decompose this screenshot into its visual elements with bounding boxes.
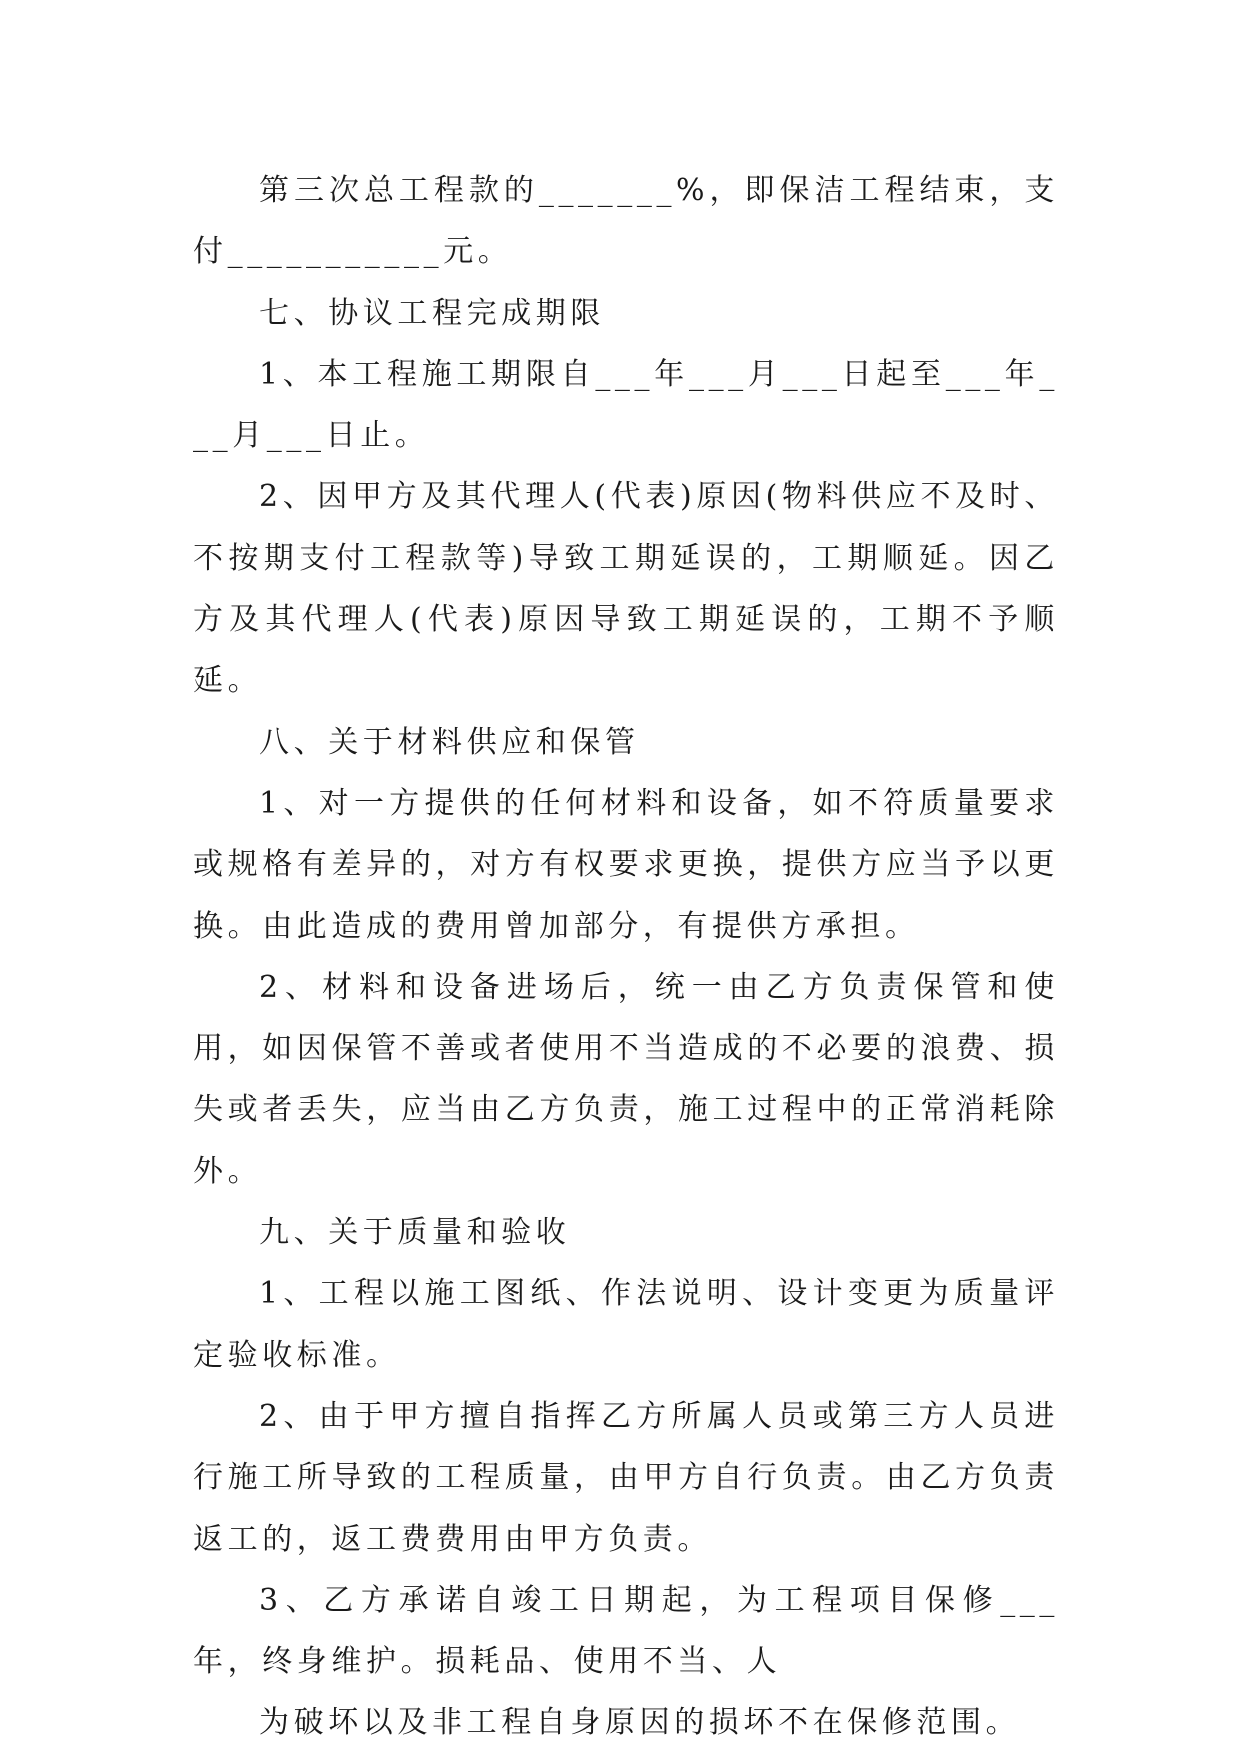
paragraph-8-1: 1、对一方提供的任何材料和设备，如不符质量要求或规格有差异的，对方有权要求更换，提供方应当予以更换。由此造成的费用曾加部分，有提供方承担。 bbox=[193, 785, 1059, 944]
heading-section-9: 九、关于质量和验收 bbox=[259, 1215, 571, 1251]
heading-section-7: 七、协议工程完成期限 bbox=[259, 295, 605, 331]
heading-section-8: 八、关于材料供应和保管 bbox=[259, 724, 640, 760]
paragraph-7-2: 2、因甲方及其代理人(代表)原因(物料供应不及时、不按期支付工程款等)导致工期延误的，工期顺延。因乙方及其代理人(代表)原因导致工期延误的，工期不予顺延。 bbox=[193, 479, 1059, 699]
paragraph-9-1: 1、工程以施工图纸、作法说明、设计变更为质量评定验收标准。 bbox=[193, 1276, 1059, 1373]
paragraph-9-3: 3、乙方承诺自竣工日期起，为工程项目保修___年，终身维护。损耗品、使用不当、人 bbox=[193, 1582, 1059, 1680]
document-body bbox=[193, 160, 1059, 1754]
paragraph-8-2: 2、材料和设备进场后，统一由乙方负责保管和使用，如因保管不善或者使用不当造成的不必要的浪费、损失或者丢失，应当由乙方负责，施工过程中的正常消耗除外。 bbox=[193, 969, 1059, 1189]
paragraph-9-2: 2、由于甲方擅自指挥乙方所属人员或第三方人员进行施工所导致的工程质量，由甲方自行负责。由乙方负责返工的，返工费费用由甲方负责。 bbox=[193, 1398, 1059, 1557]
paragraph-7-1: 1、本工程施工期限自___年___月___日起至___年___月___日止。 bbox=[193, 356, 1059, 454]
paragraph-9-3-continued: 为破坏以及非工程自身原因的损坏不在保修范围。 bbox=[259, 1705, 1021, 1741]
paragraph-payment-third: 第三次总工程款的_______%，即保洁工程结束，支付___________元。 bbox=[193, 173, 1059, 270]
